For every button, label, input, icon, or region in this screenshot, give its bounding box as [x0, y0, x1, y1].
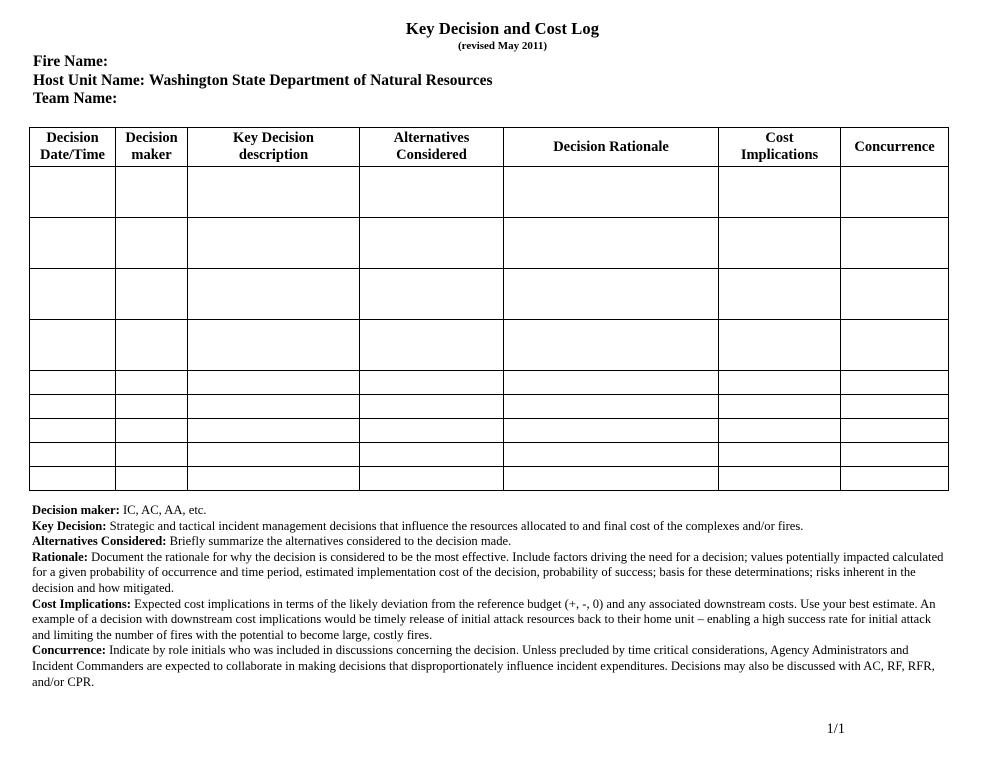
footnote-paragraph [32, 519, 948, 535]
table-cell[interactable] [504, 320, 719, 371]
table-cell[interactable] [188, 320, 360, 371]
table-row [30, 443, 949, 467]
table-cell[interactable] [30, 218, 116, 269]
key-decision-log-table [29, 127, 949, 491]
table-cell[interactable] [504, 443, 719, 467]
table-cell[interactable] [30, 269, 116, 320]
column-header-line1: Cost [765, 130, 794, 146]
footnote-text: IC, AC, AA, etc. [119, 503, 207, 517]
title-block [0, 20, 1005, 53]
table-cell[interactable] [360, 320, 504, 371]
table-cell[interactable] [841, 395, 949, 419]
table-cell[interactable] [719, 320, 841, 371]
column-header-line1: Decision Rationale [553, 138, 669, 155]
table-cell[interactable] [360, 218, 504, 269]
field-fire-name [33, 53, 493, 72]
table-cell[interactable] [719, 167, 841, 218]
footnote-label: Decision maker: [32, 503, 120, 517]
table-cell[interactable] [116, 371, 188, 395]
table-cell[interactable] [841, 218, 949, 269]
table-cell[interactable] [188, 371, 360, 395]
footnote-label: Concurrence: [32, 643, 106, 658]
table-cell[interactable] [504, 419, 719, 443]
table-cell[interactable] [504, 269, 719, 320]
table-cell[interactable] [116, 395, 188, 419]
table-header [30, 128, 949, 167]
table-cell[interactable] [504, 167, 719, 218]
column-header-line1: Decision [46, 130, 99, 146]
column-header-key-decision-description [188, 128, 360, 167]
table-cell[interactable] [30, 371, 116, 395]
table-cell[interactable] [30, 467, 116, 491]
table-cell[interactable] [719, 371, 841, 395]
column-header-line2: Implications [740, 147, 819, 163]
table-cell[interactable] [188, 167, 360, 218]
table-cell[interactable] [360, 167, 504, 218]
footnote-label: Alternatives Considered: [32, 534, 167, 549]
column-header-concurrence [841, 128, 949, 167]
table-cell[interactable] [188, 269, 360, 320]
document-title: Key Decision and Cost Log [405, 19, 600, 38]
table-row [30, 395, 949, 419]
table-cell[interactable] [116, 320, 188, 371]
table-cell[interactable] [719, 269, 841, 320]
table-cell[interactable] [841, 419, 949, 443]
footnote-text: Indicate by role initials who was included in discussions concerning the decision. Unless precluded by time critical considerations, Agency Administrators and Incident Commanders are expected to collaborate in making decisions that disproportionately influence incident expenditures. Decisions may also be discussed with AC, RF, RFR, and/or CPR. [32, 643, 935, 689]
table-cell[interactable] [841, 371, 949, 395]
table-cell[interactable] [841, 320, 949, 371]
table-cell[interactable] [116, 167, 188, 218]
footnote-label: Rationale: [32, 549, 88, 564]
column-header-line2: description [238, 147, 309, 163]
field-team-name-label: Team Name: [33, 90, 118, 107]
table-cell[interactable] [116, 419, 188, 443]
table-cell[interactable] [719, 467, 841, 491]
table-row [30, 467, 949, 491]
table-cell[interactable] [841, 443, 949, 467]
table-row [30, 269, 949, 320]
footnote-paragraph [32, 597, 948, 644]
table-cell[interactable] [30, 443, 116, 467]
table-cell[interactable] [719, 395, 841, 419]
document-subtitle: (revised May 2011) [457, 39, 547, 52]
table-cell[interactable] [116, 218, 188, 269]
footnote-text: Document the rationale for why the decision is considered to be the most effective. Include factors driving the need for a decision; values potentially impacted calculated for a given probability of occurrence and time period, estimated implementation cost of the decision, probability of success; basis for these determinations; risks inherent in the decision and how mitigated. [32, 549, 944, 595]
field-host-unit-name-label: Host Unit Name: [33, 71, 145, 89]
footnote-label: Cost Implications: [32, 596, 132, 611]
table-cell[interactable] [360, 371, 504, 395]
table-cell[interactable] [30, 419, 116, 443]
table-cell[interactable] [360, 443, 504, 467]
column-header-line1: Concurrence [854, 138, 935, 155]
table-cell[interactable] [30, 320, 116, 371]
table-row [30, 371, 949, 395]
table-cell[interactable] [116, 467, 188, 491]
footnote-paragraph [32, 550, 948, 597]
table-cell[interactable] [188, 218, 360, 269]
table-cell[interactable] [30, 395, 116, 419]
table-cell[interactable] [504, 467, 719, 491]
table-cell[interactable] [188, 395, 360, 419]
column-header-cost-implications [719, 128, 841, 167]
column-header-decision-rationale [504, 128, 719, 167]
table-cell[interactable] [504, 218, 719, 269]
table-cell[interactable] [360, 419, 504, 443]
column-header-line1: Key Decision [233, 130, 314, 146]
footnote-text: Expected cost implications in terms of the likely deviation from the reference budget (+, -, 0) and any associated downstream costs. Use your best estimate. An example of a decision with downstream cost implications would be timely release of initial attack resources back to their home unit – enabling a high success rate for initial attack and limiting the number of fires with the potential to become large, costly fires. [32, 596, 936, 642]
column-header-line1: Alternatives [393, 130, 470, 146]
table-row [30, 320, 949, 371]
table-cell[interactable] [188, 419, 360, 443]
column-header-alternatives-considered [360, 128, 504, 167]
table-cell[interactable] [30, 167, 116, 218]
table-row [30, 419, 949, 443]
footnote-text: Briefly summarize the alternatives considered to the decision made. [166, 534, 512, 549]
table-cell[interactable] [360, 467, 504, 491]
table-body [30, 167, 949, 491]
field-fire-name-label: Fire Name: [33, 53, 109, 70]
column-header-line1: Decision [125, 130, 178, 146]
footnote-label: Key Decision: [32, 518, 107, 533]
footnote-paragraph [32, 534, 948, 550]
table-row [30, 218, 949, 269]
footnote-paragraph [32, 643, 948, 690]
header-fields [33, 53, 493, 109]
column-header-line2: Date/Time [40, 147, 105, 163]
footnote-text: Strategic and tactical incident management decisions that influence the resources allocated to and final cost of the complexes and/or fires. [106, 518, 804, 533]
field-team-name [33, 90, 493, 109]
column-header-decision-maker [116, 128, 188, 167]
field-host-unit-name-value: Washington State Department of Natural Resources [148, 71, 493, 89]
table-header-row [30, 128, 949, 167]
column-header-line2: Considered [396, 147, 467, 163]
table-cell[interactable] [188, 443, 360, 467]
table-cell[interactable] [116, 443, 188, 467]
table-cell[interactable] [719, 218, 841, 269]
table-cell[interactable] [360, 269, 504, 320]
table-cell[interactable] [719, 419, 841, 443]
table-cell[interactable] [841, 467, 949, 491]
table-cell[interactable] [504, 371, 719, 395]
footnote-paragraph [32, 503, 948, 519]
column-header-decision-datetime [30, 128, 116, 167]
footnotes-section [32, 503, 948, 690]
page-number: 1/1 [826, 721, 845, 737]
field-host-unit-name [33, 72, 493, 91]
column-header-line2: maker [131, 147, 172, 163]
table-cell[interactable] [719, 443, 841, 467]
table-cell[interactable] [841, 167, 949, 218]
table-row [30, 167, 949, 218]
table-cell[interactable] [360, 395, 504, 419]
table-cell[interactable] [841, 269, 949, 320]
table-cell[interactable] [116, 269, 188, 320]
table-cell[interactable] [188, 467, 360, 491]
table-cell[interactable] [504, 395, 719, 419]
